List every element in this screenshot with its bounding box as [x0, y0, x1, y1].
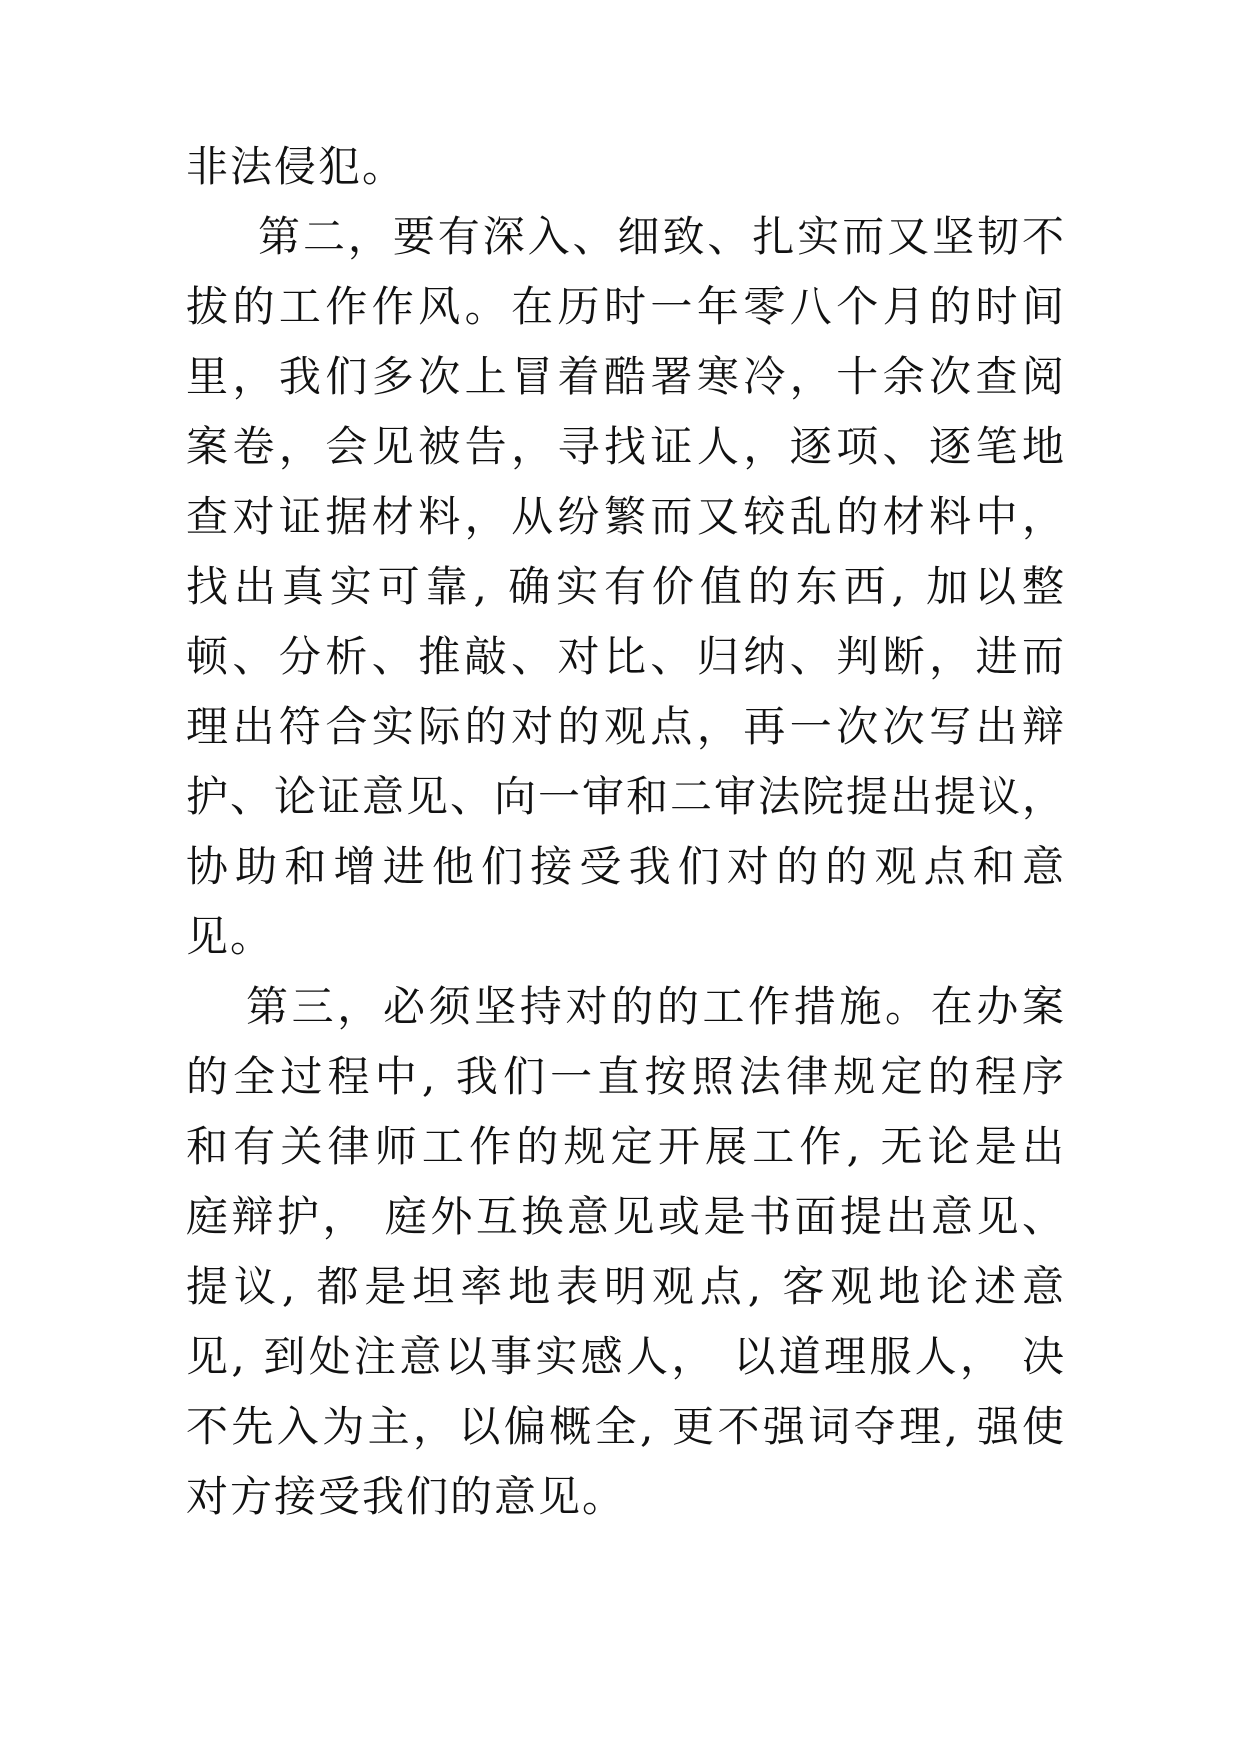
text-line: 不先入为主，以偏概全, 更不强词夺理, 强使 — [186, 1402, 1066, 1451]
text-line: 对方接受我们的意见。 — [186, 1472, 627, 1521]
text-line: 里，我们多次上冒着酷署寒冷，十余次查阅 — [186, 352, 1066, 401]
text-line: 护、论证意见、向一审和二审法院提出提议， — [186, 772, 1067, 821]
text-line: 见。 — [186, 912, 275, 961]
text-line: 协助和增进他们接受我们对的的观点和意 — [186, 842, 1066, 891]
text-line: 见, 到处注意以事实感人， 以道理服人， 决 — [186, 1332, 1066, 1381]
paragraph-2-first-line: 第二，要有深入、细致、扎实而又坚韧不 — [258, 212, 1066, 261]
text-line: 找出真实可靠, 确实有价值的东西, 加以整 — [186, 562, 1066, 611]
text-line: 顿、分析、推敲、对比、归纳、判断，进而 — [186, 632, 1066, 681]
text-line: 的全过程中, 我们一直按照法律规定的程序 — [186, 1052, 1066, 1101]
text-line: 案卷，会见被告，寻找证人，逐项、逐笔地 — [186, 422, 1066, 471]
text-line: 查对证据材料，从纷繁而又较乱的材料中， — [186, 492, 1066, 541]
text-line: 非法侵犯。 — [186, 142, 407, 191]
paragraph-3-first-line: 第三，必须坚持对的的工作措施。在办案 — [246, 982, 1066, 1031]
text-line: 理出符合实际的对的观点，再一次次写出辩 — [186, 702, 1066, 751]
text-line: 和有关律师工作的规定开展工作, 无论是出 — [186, 1122, 1066, 1171]
text-line: 拔的工作作风。在历时一年零八个月的时间 — [186, 282, 1066, 331]
text-line: 庭辩护， 庭外互换意见或是书面提出意见、 — [186, 1192, 1066, 1241]
document-body — [186, 132, 1066, 1532]
text-line: 提议, 都是坦率地表明观点, 客观地论述意 — [186, 1262, 1066, 1311]
